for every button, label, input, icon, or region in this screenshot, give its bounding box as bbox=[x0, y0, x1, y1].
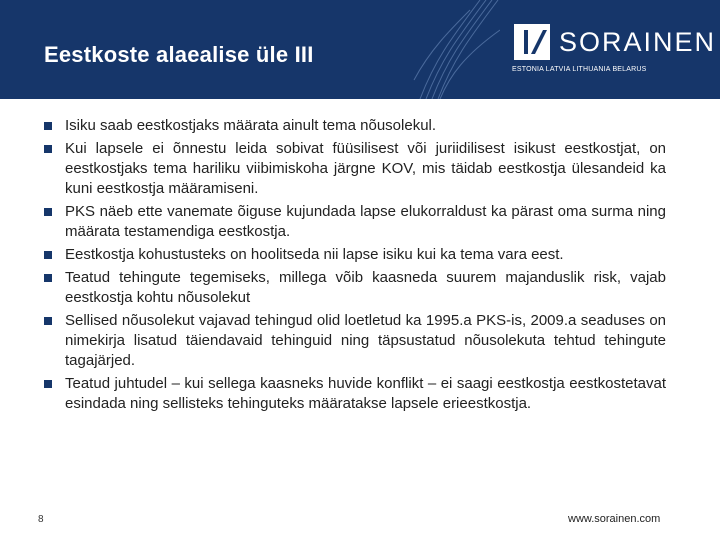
square-bullet-icon bbox=[44, 122, 52, 130]
square-bullet-icon bbox=[44, 251, 52, 259]
bullet-item bbox=[44, 311, 666, 371]
bullet-item bbox=[44, 245, 666, 265]
bullet-text: Isiku saab eestkostjaks määrata ainult tema nõusolekul. bbox=[65, 117, 437, 134]
logo-wordmark: SORAINEN bbox=[559, 27, 717, 57]
decorative-swirl-icon bbox=[410, 0, 500, 99]
square-bullet-icon bbox=[44, 145, 52, 153]
header-bar bbox=[0, 0, 720, 99]
square-bullet-icon bbox=[44, 208, 52, 216]
bullet-item bbox=[44, 116, 666, 136]
page-number: 8 bbox=[38, 514, 44, 525]
bullet-text: Teatud juhtudel – kui sellega kaasneks huvide konflikt – ei saagi eestkostja eestkostetavat esindada ning sellisteks tehinguteks määratakse lapsele erieestkostja. bbox=[65, 375, 666, 412]
bullet-text: Kui lapsele ei õnnestu leida sobivat füüsilisest või juriidilisest isikust eestkostjat, on eestkostjaks tema hariliku viibimiskoha järgne KOV, mis täidab eestkostja ülesandeid ka kuni eestkostja määramiseni. bbox=[65, 140, 666, 197]
logo-mark-icon bbox=[514, 24, 550, 60]
sorainen-logo bbox=[510, 22, 717, 64]
bullet-item bbox=[44, 202, 666, 242]
website-link[interactable]: www.sorainen.com bbox=[568, 513, 661, 525]
countries-line: ESTONIA LATVIA LITHUANIA BELARUS bbox=[512, 66, 647, 73]
square-bullet-icon bbox=[44, 380, 52, 388]
slide-title: Eestkoste alaealise üle III bbox=[44, 42, 314, 67]
bullet-text: Eestkostja kohustusteks on hoolitseda nii lapse isiku kui ka tema vara eest. bbox=[65, 246, 564, 263]
bullet-item bbox=[44, 268, 666, 308]
square-bullet-icon bbox=[44, 317, 52, 325]
bullet-text: PKS näeb ette vanemate õiguse kujundada lapse elukorraldust ka pärast oma surma ning määrata testamendiga eestkostja. bbox=[65, 203, 666, 240]
bullet-item bbox=[44, 374, 666, 414]
square-bullet-icon bbox=[44, 274, 52, 282]
bullet-text: Teatud tehingute tegemiseks, millega võib kaasneda suurem majanduslik risk, vajab eestkostja kohtu nõusolekut bbox=[65, 269, 666, 306]
bullet-text: Sellised nõusolekut vajavad tehingud olid loetletud ka 1995.a PKS-is, 2009.a seaduses on nimekirja lisatud täiendavaid tehinguid ning täpsustatud nõusolekuta tehtud tehingute tagajärjed. bbox=[65, 312, 666, 369]
bullet-item bbox=[44, 139, 666, 199]
bullet-list bbox=[44, 116, 666, 417]
